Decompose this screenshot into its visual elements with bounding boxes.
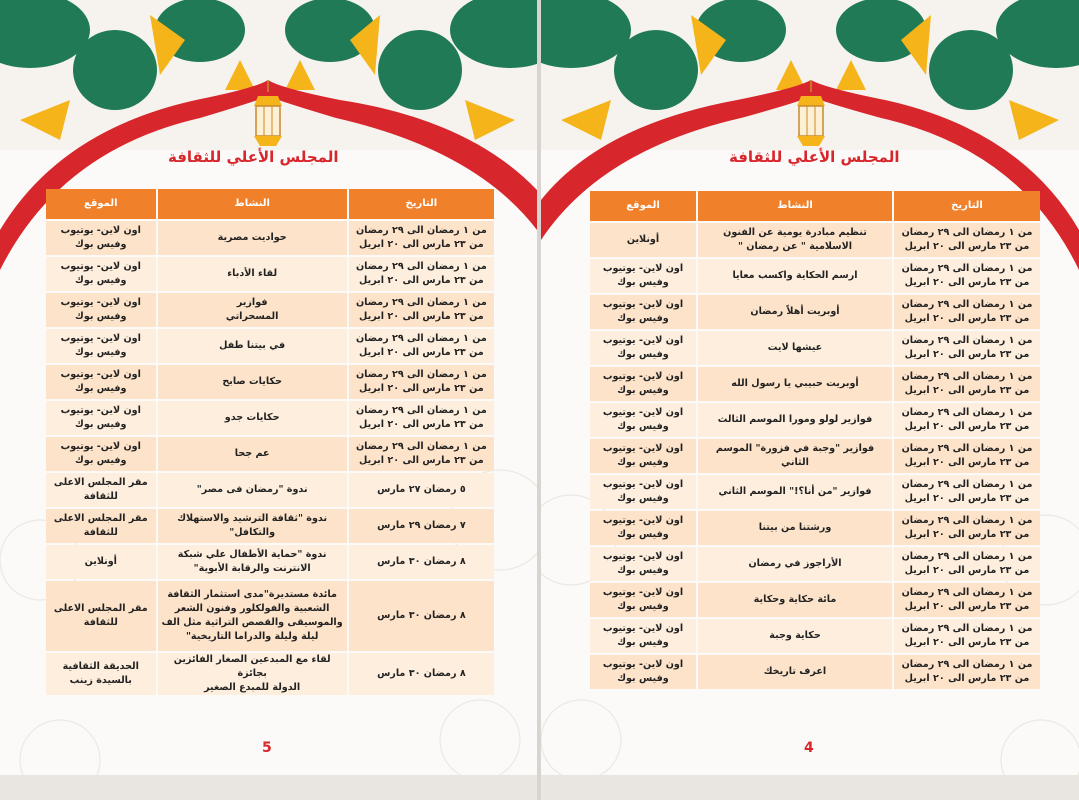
cell-line: من ١ رمضان الى ٢٩ رمضان — [901, 299, 1033, 311]
cell-line: من ٢٣ مارس الى ٢٠ ابريل — [904, 349, 1030, 360]
cell-activity — [698, 547, 892, 581]
cell-line: مقر المجلس الاعلى — [53, 513, 148, 525]
cell-line: من ١ رمضان الى ٢٩ رمضان — [355, 225, 487, 237]
cell-activity — [158, 365, 347, 399]
cell-line: اون لاين- يوتيوب — [60, 225, 141, 237]
cell-line: من ١ رمضان الى ٢٩ رمضان — [901, 551, 1033, 563]
table-row — [590, 583, 1040, 617]
cell-location — [590, 259, 696, 293]
cell-line: من ١ رمضان الى ٢٩ رمضان — [901, 479, 1033, 491]
cell-line: اون لاين- يوتيوب — [602, 443, 684, 455]
cell-date — [349, 365, 494, 399]
cell-line: اعرف تاريخك — [763, 666, 827, 678]
cell-line: من ٢٣ مارس الى ٢٠ ابريل — [359, 455, 484, 466]
cell-line: من ٢٣ مارس الى ٢٠ ابريل — [359, 419, 484, 430]
cell-location — [590, 475, 696, 509]
cell-line: اون لاين- يوتيوب — [60, 297, 141, 309]
page-title: المجلس الأعلي للثقافة — [729, 148, 900, 166]
cell-date — [894, 655, 1040, 689]
cell-line: الانترنت والرقابة الأبوية" — [193, 563, 311, 574]
cell-activity — [158, 401, 347, 435]
cell-line: اون لاين- يوتيوب — [602, 479, 684, 491]
table-row — [46, 545, 494, 579]
cell-date — [894, 367, 1040, 401]
cell-activity — [158, 545, 347, 579]
page-number: 5 — [262, 740, 272, 756]
cell-line: من ١ رمضان الى ٢٩ رمضان — [901, 371, 1033, 383]
cell-line: حكايات جدو — [224, 412, 280, 424]
cell-date — [894, 331, 1040, 365]
cell-line: اون لاين- يوتيوب — [60, 369, 141, 381]
cell-line: ٨ رمضان ٣٠ مارس — [377, 556, 466, 568]
cell-line: حكايات صابح — [222, 376, 282, 388]
column-header-activity: النشاط — [158, 189, 347, 219]
cell-location — [590, 367, 696, 401]
cell-line: وفيس بوك — [75, 455, 127, 466]
cell-activity — [698, 655, 892, 689]
cell-date — [349, 437, 494, 471]
cell-date — [894, 511, 1040, 545]
table-body — [590, 223, 1040, 689]
cell-date — [349, 545, 494, 579]
cell-date — [894, 475, 1040, 509]
cell-line: وفيس بوك — [617, 277, 669, 288]
page-title: المجلس الأعلي للثقافة — [168, 148, 339, 166]
cell-line: من ١ رمضان الى ٢٩ رمضان — [355, 297, 487, 309]
cell-date — [894, 547, 1040, 581]
cell-line: من ٢٣ مارس الى ٢٠ ابريل — [904, 241, 1030, 252]
cell-line: وفيس بوك — [617, 421, 669, 432]
cell-line: أوبريت أهلاً رمضان — [750, 306, 840, 318]
cell-line: والموسيقى والقصص التراثية مثل الف — [161, 617, 343, 628]
cell-line: اون لاين- يوتيوب — [602, 335, 684, 347]
cell-location — [590, 403, 696, 437]
cell-location — [46, 509, 156, 543]
cell-line: من ١ رمضان الى ٢٩ رمضان — [355, 369, 487, 381]
cell-line: من ١ رمضان الى ٢٩ رمضان — [901, 623, 1033, 635]
cell-line: فوازير لولو ومورا الموسم الثالث — [717, 414, 873, 426]
table-row — [590, 295, 1040, 329]
cell-location — [46, 401, 156, 435]
cell-line: فوازير "وجبة في فزورة" الموسم الثاني — [715, 443, 875, 468]
cell-line: للثقافة — [83, 527, 118, 538]
cell-line: من ٢٣ مارس الى ٢٠ ابريل — [359, 383, 484, 394]
cell-activity — [698, 583, 892, 617]
table-row — [590, 547, 1040, 581]
cell-line: ندوة "ثقافة الترشيد والاستهلاك — [177, 513, 328, 525]
table-row — [590, 511, 1040, 545]
cell-date — [349, 653, 494, 695]
table-row — [46, 329, 494, 363]
cell-line: ندوة "حماية الأطفال علي شبكة — [177, 549, 327, 561]
cell-location — [590, 295, 696, 329]
cell-line: من ٢٣ مارس الى ٢٠ ابريل — [359, 275, 484, 286]
cell-location — [590, 583, 696, 617]
cell-line: للثقافة — [83, 491, 118, 502]
cell-activity — [698, 439, 892, 473]
table-row — [46, 293, 494, 327]
cell-activity — [698, 367, 892, 401]
cell-activity — [158, 473, 347, 507]
cell-location — [46, 437, 156, 471]
cell-line: من ١ رمضان الى ٢٩ رمضان — [901, 407, 1033, 419]
table-row — [590, 367, 1040, 401]
table-row — [590, 655, 1040, 689]
cell-line: من ٢٣ مارس الى ٢٠ ابريل — [904, 313, 1030, 324]
cell-line: من ٢٣ مارس الى ٢٠ ابريل — [904, 277, 1030, 288]
table-row — [46, 401, 494, 435]
cell-line: وفيس بوك — [617, 601, 669, 612]
table-row — [590, 619, 1040, 653]
cell-line: لقاء مع المبدعين الصغار الفائزين بجائزة — [173, 654, 331, 679]
cell-date — [894, 619, 1040, 653]
cell-line: تنظيم مبادرة يومية عن الفنون — [723, 227, 867, 239]
cell-date — [894, 223, 1040, 257]
cell-date — [894, 439, 1040, 473]
cell-activity — [698, 475, 892, 509]
table-row — [46, 581, 494, 651]
cell-line: للثقافة — [83, 617, 118, 628]
table-row — [46, 653, 494, 695]
table-row — [46, 257, 494, 291]
cell-line: عم جحا — [234, 448, 270, 460]
cell-line: اون لاين- يوتيوب — [602, 371, 684, 383]
table-body — [46, 221, 494, 695]
cell-location — [46, 545, 156, 579]
cell-line: وفيس بوك — [617, 565, 669, 576]
cell-date — [349, 329, 494, 363]
table-row — [46, 473, 494, 507]
cell-activity — [158, 257, 347, 291]
cell-line: ارسم الحكاية واكسب معايا — [732, 270, 858, 282]
column-header-date: التاريخ — [894, 191, 1040, 221]
page-number: 4 — [804, 740, 814, 756]
cell-line: وفيس بوك — [75, 347, 127, 358]
page-5 — [0, 0, 537, 800]
cell-location — [590, 331, 696, 365]
column-header-activity: النشاط — [698, 191, 892, 221]
cell-activity — [158, 329, 347, 363]
cell-location — [46, 653, 156, 695]
cell-line: لقاء الأدباء — [227, 268, 278, 280]
cell-activity — [158, 293, 347, 327]
table-row — [46, 437, 494, 471]
cell-line: من ٢٣ مارس الى ٢٠ ابريل — [904, 457, 1030, 468]
cell-activity — [698, 223, 892, 257]
cell-line: المسحراتي — [225, 311, 279, 322]
cell-line: اون لاين- يوتيوب — [602, 515, 684, 527]
cell-line: أوبريت حبيبي يا رسول الله — [731, 378, 859, 390]
cell-activity — [698, 259, 892, 293]
cell-line: وفيس بوك — [75, 275, 127, 286]
cell-line: اون لاين- يوتيوب — [60, 333, 141, 345]
cell-line: الحديقة الثقافية — [62, 660, 139, 672]
cell-date — [349, 581, 494, 651]
cell-line: فوازير "من أنا؟!" الموسم الثاني — [718, 486, 872, 498]
table-row — [590, 439, 1040, 473]
cell-line: اون لاين- يوتيوب — [60, 405, 141, 417]
cell-line: اون لاين- يوتيوب — [60, 261, 141, 273]
cell-date — [894, 583, 1040, 617]
cell-activity — [158, 221, 347, 255]
cell-location — [46, 293, 156, 327]
cell-line: اون لاين- يوتيوب — [602, 551, 684, 563]
cell-location — [590, 655, 696, 689]
cell-activity — [698, 511, 892, 545]
table-row — [590, 223, 1040, 257]
cell-location — [590, 223, 696, 257]
cell-activity — [698, 403, 892, 437]
cell-line: فوازير — [236, 297, 268, 309]
cell-line: أونلاين — [626, 234, 660, 246]
cell-activity — [698, 619, 892, 653]
cell-date — [349, 401, 494, 435]
cell-location — [46, 257, 156, 291]
cell-line: وفيس بوك — [617, 637, 669, 648]
table-row — [590, 331, 1040, 365]
table-row — [46, 221, 494, 255]
cell-activity — [158, 581, 347, 651]
cell-line: أونلاين — [84, 556, 117, 568]
table-header-row — [46, 189, 494, 219]
cell-date — [894, 259, 1040, 293]
column-header-location: الموقع — [46, 189, 156, 219]
column-header-date: التاريخ — [349, 189, 494, 219]
cell-line: من ١ رمضان الى ٢٩ رمضان — [355, 261, 487, 273]
cell-line: بالسيدة زينب — [69, 674, 132, 686]
cell-line: ٥ رمضان ٢٧ مارس — [377, 484, 466, 496]
cell-line: من ١ رمضان الى ٢٩ رمضان — [901, 335, 1033, 347]
cell-location — [590, 511, 696, 545]
cell-line: من ٢٣ مارس الى ٢٠ ابريل — [904, 385, 1030, 396]
cell-line: الأراجوز في رمضان — [748, 558, 842, 570]
activities-table — [44, 187, 496, 697]
cell-line: من ٢٣ مارس الى ٢٠ ابريل — [904, 601, 1030, 612]
cell-line: وفيس بوك — [617, 313, 669, 324]
cell-line: من ٢٣ مارس الى ٢٠ ابريل — [904, 637, 1030, 648]
cell-location — [46, 365, 156, 399]
table-row — [590, 403, 1040, 437]
cell-line: ٨ رمضان ٣٠ مارس — [377, 610, 466, 622]
cell-location — [46, 221, 156, 255]
cell-line: من ١ رمضان الى ٢٩ رمضان — [355, 441, 487, 453]
cell-date — [349, 509, 494, 543]
cell-line: اون لاين- يوتيوب — [602, 587, 684, 599]
cell-line: اون لاين- يوتيوب — [602, 299, 684, 311]
cell-line: وفيس بوك — [75, 419, 127, 430]
cell-location — [46, 473, 156, 507]
cell-line: من ٢٣ مارس الى ٢٠ ابريل — [359, 311, 484, 322]
table-row — [46, 365, 494, 399]
cell-line: وفيس بوك — [617, 457, 669, 468]
cell-line: من ١ رمضان الى ٢٩ رمضان — [901, 443, 1033, 455]
cell-date — [894, 403, 1040, 437]
cell-line: من ١ رمضان الى ٢٩ رمضان — [901, 515, 1033, 527]
cell-date — [894, 295, 1040, 329]
cell-line: من ١ رمضان الى ٢٩ رمضان — [901, 227, 1033, 239]
cell-line: وفيس بوك — [617, 385, 669, 396]
cell-line: مائة حكاية وحكاية — [753, 594, 837, 606]
cell-line: من ١ رمضان الى ٢٩ رمضان — [355, 405, 487, 417]
cell-activity — [158, 437, 347, 471]
cell-activity — [698, 295, 892, 329]
cell-line: من ١ رمضان الى ٢٩ رمضان — [901, 263, 1033, 275]
cell-line: والتكافل" — [229, 527, 276, 538]
cell-line: من ٢٣ مارس الى ٢٠ ابريل — [359, 347, 484, 358]
cell-activity — [698, 331, 892, 365]
cell-line: وفيس بوك — [617, 673, 669, 684]
cell-activity — [158, 509, 347, 543]
cell-activity — [158, 653, 347, 695]
table-row — [46, 509, 494, 543]
cell-line: الدولة للمبدع الصغير — [204, 681, 301, 693]
cell-location — [46, 581, 156, 651]
cell-line: مائدة مستديرة"مدى استثمار الثقافة — [167, 589, 337, 601]
cell-line: اون لاين- يوتيوب — [602, 407, 684, 419]
cell-line: من ٢٣ مارس الى ٢٠ ابريل — [359, 239, 484, 250]
cell-line: من ٢٣ مارس الى ٢٠ ابريل — [904, 673, 1030, 684]
cell-line: اون لاين- يوتيوب — [602, 623, 684, 635]
cell-location — [590, 439, 696, 473]
cell-line: اون لاين- يوتيوب — [602, 659, 684, 671]
activities-table-right — [588, 189, 1042, 691]
cell-line: ليلة وليلة والدراما التاريخية" — [185, 630, 319, 642]
cell-line: من ٢٣ مارس الى ٢٠ ابريل — [904, 493, 1030, 504]
cell-date — [349, 293, 494, 327]
cell-line: وفيس بوك — [75, 311, 127, 322]
table-header-row — [590, 191, 1040, 221]
cell-line: مقر المجلس الاعلى — [53, 603, 148, 615]
cell-line: وفيس بوك — [617, 529, 669, 540]
cell-line: في بيتنا طفل — [219, 340, 286, 352]
cell-line: وفيس بوك — [75, 239, 127, 250]
cell-line: اون لاين- يوتيوب — [602, 263, 684, 275]
cell-date — [349, 257, 494, 291]
cell-line: من ١ رمضان الى ٢٩ رمضان — [355, 333, 487, 345]
cell-line: وفيس بوك — [617, 349, 669, 360]
cell-line: ٨ رمضان ٣٠ مارس — [377, 667, 466, 679]
cell-line: اون لاين- يوتيوب — [60, 441, 141, 453]
cell-date — [349, 221, 494, 255]
cell-line: ندوة "رمضان فى مصر" — [196, 484, 308, 496]
cell-line: من ٢٣ مارس الى ٢٠ ابريل — [904, 565, 1030, 576]
cell-line: حواديت مصرية — [217, 232, 287, 244]
cell-line: ورشتنا من بيتنا — [758, 522, 832, 534]
cell-line: من ٢٣ مارس الى ٢٠ ابريل — [904, 421, 1030, 432]
column-header-location: الموقع — [590, 191, 696, 221]
cell-line: من ٢٣ مارس الى ٢٠ ابريل — [904, 529, 1030, 540]
cell-line: مقر المجلس الاعلى — [53, 477, 148, 489]
cell-line: عيشها لايت — [767, 342, 823, 354]
cell-line: حكاية وجبة — [769, 630, 821, 642]
cell-line: الاسلامية " عن رمضان " — [737, 241, 853, 252]
cell-date — [349, 473, 494, 507]
cell-line: وفيس بوك — [75, 383, 127, 394]
cell-line: وفيس بوك — [617, 493, 669, 504]
cell-line: من ١ رمضان الى ٢٩ رمضان — [901, 587, 1033, 599]
table-row — [590, 259, 1040, 293]
table-row — [590, 475, 1040, 509]
cell-location — [590, 619, 696, 653]
cell-line: من ١ رمضان الى ٢٩ رمضان — [901, 659, 1033, 671]
cell-location — [46, 329, 156, 363]
cell-line: ٧ رمضان ٢٩ مارس — [377, 520, 466, 532]
cell-location — [590, 547, 696, 581]
cell-line: الشعبية والفولكلور وفنون الشعر — [174, 603, 330, 615]
